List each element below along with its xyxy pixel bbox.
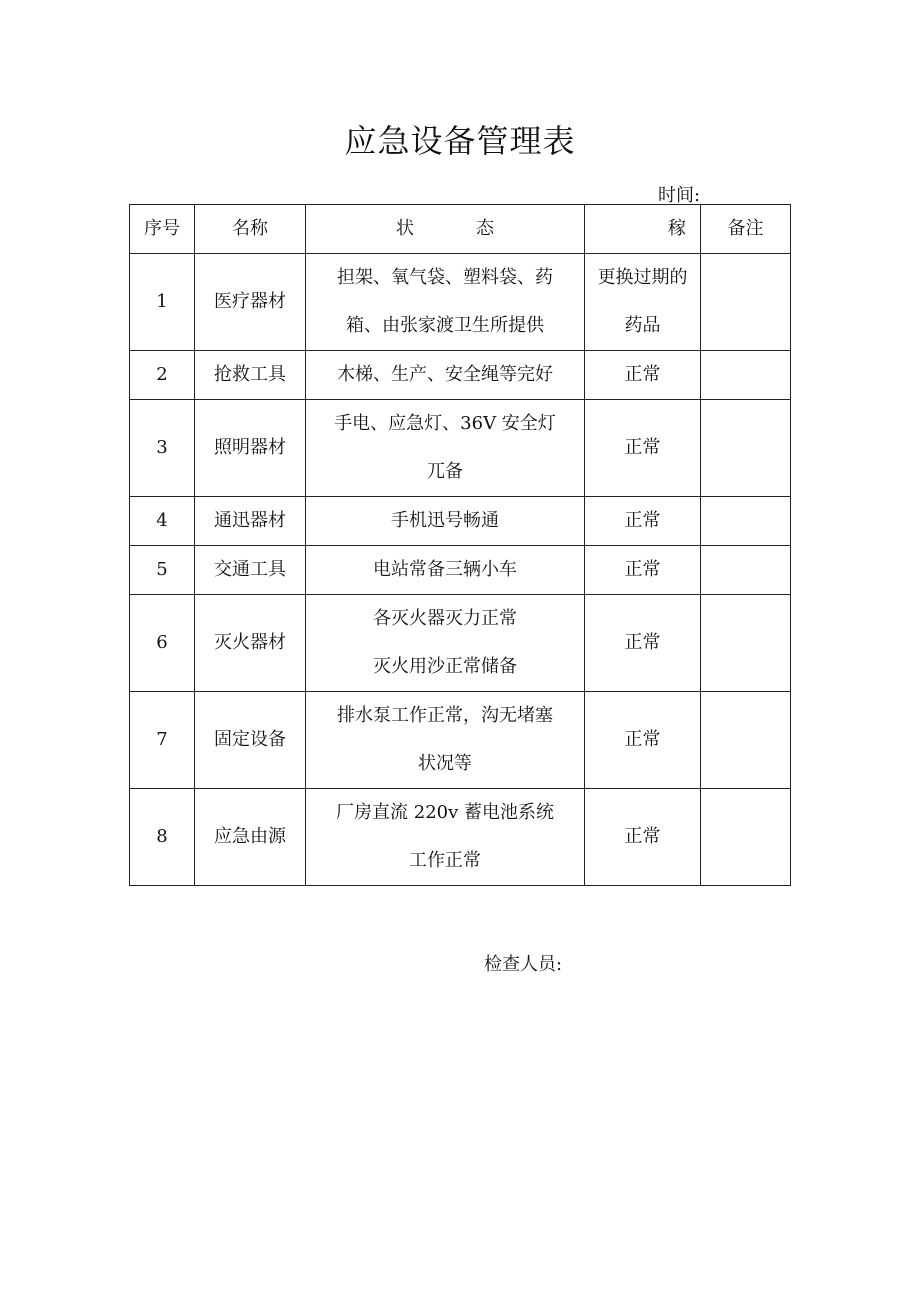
row-result-line: 正常: [624, 364, 661, 385]
row-result-line: 更换过期的: [597, 267, 688, 288]
row-status-line: 木梯、生产、安全绳等完好: [337, 364, 553, 385]
row-seq: 3: [130, 400, 195, 497]
row-result-line: 正常: [624, 559, 661, 580]
row-result: [585, 254, 701, 351]
row-result: [585, 789, 701, 886]
header-name: 名称: [195, 205, 306, 254]
table-header-row: [130, 205, 791, 254]
row-status: [306, 546, 585, 595]
table-row: [130, 254, 791, 351]
row-status: [306, 351, 585, 400]
header-status-b: 态: [476, 218, 494, 239]
page-title: 应急设备管理表: [344, 122, 576, 160]
row-seq: 1: [130, 254, 195, 351]
row-note: [701, 400, 791, 497]
row-seq: 2: [130, 351, 195, 400]
row-seq: 7: [130, 692, 195, 789]
row-status: [306, 789, 585, 886]
row-status-line: 工作正常: [409, 850, 481, 871]
inspector-label: 检查人员:: [484, 954, 563, 975]
row-name: 抢救工具: [195, 351, 306, 400]
row-status-line: 厂房直流 220v 蓄电池系统: [336, 802, 554, 823]
row-note: [701, 254, 791, 351]
row-status-line: 电站常备三辆小车: [373, 559, 517, 580]
row-result: [585, 400, 701, 497]
table-row: [130, 595, 791, 692]
header-note: 备注: [701, 205, 791, 254]
row-result: [585, 497, 701, 546]
row-status: [306, 692, 585, 789]
time-label: 时间:: [658, 185, 701, 206]
row-result: [585, 351, 701, 400]
row-result: [585, 546, 701, 595]
row-status-line: 排水泵工作正常，沟无堵塞: [337, 705, 553, 726]
table-row: [130, 692, 791, 789]
row-status: [306, 254, 585, 351]
header-status: [306, 205, 585, 254]
row-result-line: 正常: [624, 826, 661, 847]
row-result-line: 药品: [624, 315, 661, 336]
row-seq: 8: [130, 789, 195, 886]
table-row: [130, 789, 791, 886]
table-row: [130, 497, 791, 546]
row-status-line: 各灭火器灭力正常: [373, 608, 517, 629]
row-result-line: 正常: [624, 510, 661, 531]
equipment-table: [129, 204, 791, 886]
row-note: [701, 351, 791, 400]
row-note: [701, 595, 791, 692]
row-name: 灭火器材: [195, 595, 306, 692]
row-name: 照明器材: [195, 400, 306, 497]
row-status-line: 状况等: [418, 753, 472, 774]
row-status-line: 手机迅号畅通: [391, 510, 499, 531]
row-name: 应急由源: [195, 789, 306, 886]
row-name: 通迅器材: [195, 497, 306, 546]
row-note: [701, 692, 791, 789]
row-status-line: 手电、应急灯、36V 安全灯: [334, 413, 556, 434]
row-status-line: 箱、由张家渡卫生所提供: [346, 315, 544, 336]
row-seq: 5: [130, 546, 195, 595]
row-result-line: 正常: [624, 632, 661, 653]
row-result-line: 正常: [624, 437, 661, 458]
table-row: [130, 400, 791, 497]
row-result: [585, 595, 701, 692]
header-seq: 序号: [130, 205, 195, 254]
row-seq: 4: [130, 497, 195, 546]
row-result-line: 正常: [624, 729, 661, 750]
row-status: [306, 400, 585, 497]
row-note: [701, 789, 791, 886]
row-name: 医疗器材: [195, 254, 306, 351]
row-status: [306, 595, 585, 692]
row-result: [585, 692, 701, 789]
row-status-line: 兀备: [427, 461, 463, 482]
table-row: [130, 351, 791, 400]
row-note: [701, 497, 791, 546]
header-status-a: 状: [396, 218, 414, 239]
row-status: [306, 497, 585, 546]
row-status-line: 灭火用沙正常储备: [373, 656, 517, 677]
row-note: [701, 546, 791, 595]
row-seq: 6: [130, 595, 195, 692]
row-name: 交通工具: [195, 546, 306, 595]
table-row: [130, 546, 791, 595]
header-col4: 稼: [585, 205, 701, 254]
row-status-line: 担架、氧气袋、塑料袋、药: [337, 267, 553, 288]
row-name: 固定设备: [195, 692, 306, 789]
